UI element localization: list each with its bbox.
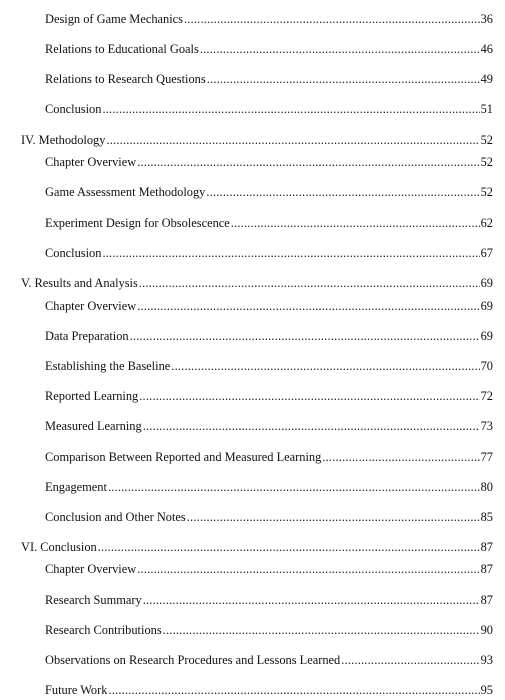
toc-entry[interactable]: [45, 478, 493, 494]
toc-entry[interactable]: [45, 183, 493, 199]
toc-entry[interactable]: [45, 560, 493, 576]
toc-entry-title: Design of Game Mechanics: [45, 12, 183, 26]
toc-entry-page: 52: [480, 133, 493, 147]
toc-entry-page: 87: [480, 540, 493, 554]
toc-entry-title: Chapter Overview: [45, 562, 137, 576]
toc-entry-page: 36: [480, 12, 493, 26]
toc-entry-page: 69: [480, 329, 493, 343]
toc-entry-page: 93: [480, 653, 493, 667]
toc-entry-page: 67: [480, 246, 493, 260]
toc-dot-leader: [184, 12, 480, 26]
toc-entry-page: 85: [480, 510, 493, 524]
toc-entry-title: IV. Methodology: [21, 133, 106, 147]
toc-entry[interactable]: [45, 40, 493, 56]
toc-entry[interactable]: [45, 591, 493, 607]
toc-dot-leader: [207, 72, 480, 86]
toc-entry-page: 73: [480, 419, 493, 433]
toc-dot-leader: [143, 593, 480, 607]
toc-dot-leader: [137, 155, 479, 169]
toc-entry-page: 49: [480, 72, 493, 86]
toc-entry-title: Chapter Overview: [45, 155, 137, 169]
toc-dot-leader: [139, 389, 479, 403]
toc-entry[interactable]: [45, 387, 493, 403]
toc-entry[interactable]: [45, 621, 493, 637]
toc-dot-leader: [206, 185, 479, 199]
toc-dot-leader: [102, 102, 479, 116]
toc-entry[interactable]: [45, 10, 493, 26]
toc-entry-page: 77: [480, 450, 493, 464]
toc-entry-page: 52: [480, 185, 493, 199]
toc-entry-page: 70: [480, 359, 493, 373]
toc-entry-title: Research Contributions: [45, 623, 162, 637]
toc-dot-leader: [108, 683, 479, 697]
toc-entry-page: 72: [480, 389, 493, 403]
toc-entry-page: 69: [480, 299, 493, 313]
toc-entry-title: Experiment Design for Obsolescence: [45, 216, 230, 230]
toc-entry-title: Engagement: [45, 480, 107, 494]
toc-entry-page: 87: [480, 562, 493, 576]
toc-dot-leader: [322, 450, 479, 464]
toc-entry[interactable]: [45, 70, 493, 86]
toc-entry[interactable]: [45, 357, 493, 373]
toc-entry-title: Relations to Research Questions: [45, 72, 206, 86]
toc-dot-leader: [106, 133, 479, 147]
toc-entry-title: Observations on Research Procedures and Lessons Learned: [45, 653, 341, 667]
toc-entry-title: V. Results and Analysis: [21, 276, 138, 290]
toc-entry-title: Conclusion: [45, 246, 102, 260]
toc-dot-leader: [341, 653, 479, 667]
toc-entry-page: 51: [480, 102, 493, 116]
toc-entry-title: Research Summary: [45, 593, 142, 607]
toc-dot-leader: [137, 299, 479, 313]
toc-dot-leader: [143, 419, 480, 433]
toc-dot-leader: [137, 562, 479, 576]
toc-dot-leader: [171, 359, 479, 373]
toc-entry-page: 90: [480, 623, 493, 637]
toc-entry-page: 52: [480, 155, 493, 169]
toc-chapter-entry[interactable]: [21, 131, 493, 147]
toc-entry-page: 87: [480, 593, 493, 607]
toc-entry-title: Reported Learning: [45, 389, 139, 403]
toc-dot-leader: [200, 42, 480, 56]
toc-chapter-entry[interactable]: [21, 538, 493, 554]
toc-entry-title: Relations to Educational Goals: [45, 42, 199, 56]
toc-entry-title: Data Preparation: [45, 329, 129, 343]
toc-entry[interactable]: [45, 100, 493, 116]
toc-entry[interactable]: [45, 244, 493, 260]
toc-entry[interactable]: [45, 651, 493, 667]
toc-dot-leader: [130, 329, 480, 343]
toc-entry[interactable]: [45, 448, 493, 464]
toc-chapter-entry[interactable]: [21, 274, 493, 290]
toc-entry[interactable]: [45, 417, 493, 433]
toc-entry-title: Measured Learning: [45, 419, 142, 433]
toc-entry-title: Establishing the Baseline: [45, 359, 171, 373]
toc-entry-page: 62: [480, 216, 493, 230]
toc-dot-leader: [139, 276, 480, 290]
toc-entry[interactable]: [45, 297, 493, 313]
toc-entry-page: 80: [480, 480, 493, 494]
toc-entry[interactable]: [45, 214, 493, 230]
toc-entry[interactable]: [45, 681, 493, 697]
toc-entry-title: Game Assessment Methodology: [45, 185, 206, 199]
toc-dot-leader: [231, 216, 480, 230]
toc-dot-leader: [108, 480, 480, 494]
toc-dot-leader: [98, 540, 480, 554]
toc-dot-leader: [102, 246, 479, 260]
toc-dot-leader: [163, 623, 480, 637]
toc-entry[interactable]: [45, 327, 493, 343]
toc-entry[interactable]: [45, 153, 493, 169]
toc-entry-page: 69: [480, 276, 493, 290]
toc-entry-title: Chapter Overview: [45, 299, 137, 313]
toc-entry-page: 95: [480, 683, 493, 697]
toc-entry-title: VI. Conclusion: [21, 540, 97, 554]
toc-entry-title: Future Work: [45, 683, 108, 697]
toc-entry-page: 46: [480, 42, 493, 56]
toc-entry-title: Comparison Between Reported and Measured Learning: [45, 450, 322, 464]
toc-dot-leader: [187, 510, 480, 524]
toc-entry-title: Conclusion and Other Notes: [45, 510, 186, 524]
toc-entry-title: Conclusion: [45, 102, 102, 116]
toc-entry[interactable]: [45, 508, 493, 524]
